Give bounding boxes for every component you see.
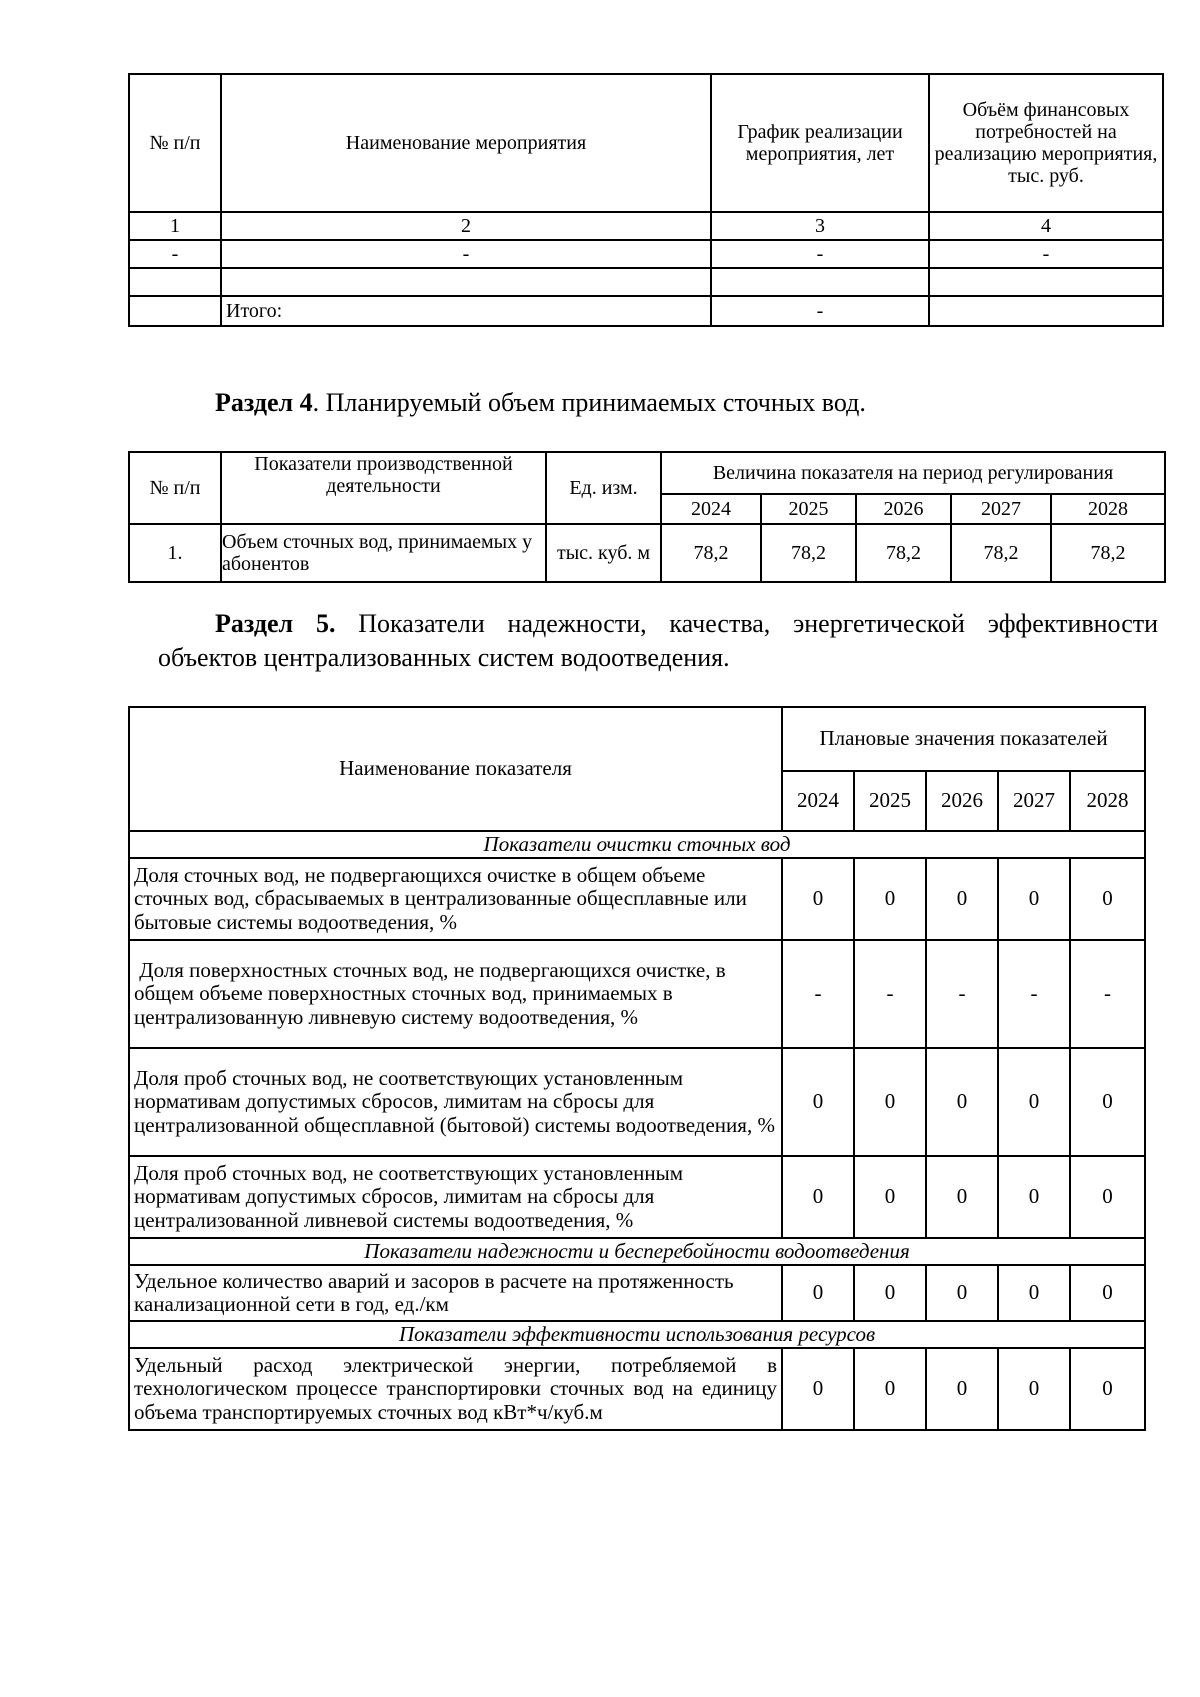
value-cell: 0 [926, 1156, 998, 1238]
col-number: 4 [929, 212, 1163, 240]
table-row [129, 940, 1145, 1048]
table-row [129, 858, 1145, 940]
value-cell: 0 [1070, 1048, 1145, 1156]
measures-table [128, 73, 1164, 327]
value-cell: 0 [854, 1348, 926, 1430]
indicator-name: Удельный расход электрической энергии, потребляемой в технологическом процессе транспортировки сточных вод на единицу объема транспортируемых сточных вод кВт*ч/куб.м [129, 1348, 782, 1430]
value-cell: 78,2 [761, 524, 856, 582]
value-cell: 78,2 [856, 524, 951, 582]
section-4-label: Раздел 4 [215, 388, 313, 417]
indicator-name: Доля сточных вод, не подвергающихся очистке в общем объеме сточных вод, сбрасываемых в централизованные общесплавные или бытовые системы водоотведения, % [129, 858, 782, 940]
col-number: 2 [221, 212, 711, 240]
row-num: 1. [129, 524, 221, 582]
indicator-name: Доля поверхностных сточных вод, не подвергающихся очистке, в общем объеме поверхностных сточных вод, принимаемых в централизованную ливневую систему водоотведения, % [129, 940, 782, 1048]
table-row [129, 1048, 1145, 1156]
value-cell: 0 [998, 1048, 1070, 1156]
value-cell: 0 [782, 858, 854, 940]
header-measure-name: Наименование мероприятия [221, 74, 711, 212]
year-header: 2028 [1070, 771, 1145, 831]
total-value: - [711, 296, 929, 326]
indicator-name: Доля проб сточных вод, не соответствующих установленным нормативам допустимых сбросов, лимитам на сбросы для централизованной общесплавной (бытовой) системы водоотведения, % [129, 1048, 782, 1156]
value-cell: 0 [854, 1048, 926, 1156]
value-cell: 0 [926, 1048, 998, 1156]
section-5-text-2: объектов централизованных систем водоотведения. [158, 643, 730, 672]
section-5-label: Раздел 5. [215, 609, 336, 638]
year-header: 2027 [951, 494, 1051, 524]
header-period: Величина показателя на период регулирования [661, 452, 1165, 494]
value-cell: 0 [926, 858, 998, 940]
table-cell: - [129, 240, 221, 268]
value-cell: 0 [782, 1048, 854, 1156]
table-row [129, 1265, 1145, 1321]
section-4-text: . Планируемый объем принимаемых сточных вод. [312, 388, 866, 417]
row-unit: тыс. куб. м [546, 524, 661, 582]
table-row [129, 1348, 1145, 1430]
year-header: 2026 [856, 494, 951, 524]
header-planned: Плановые значения показателей [782, 707, 1145, 771]
year-header: 2024 [782, 771, 854, 831]
header-num: № п/п [129, 452, 221, 524]
section-4-heading [215, 386, 1165, 420]
value-cell: 78,2 [661, 524, 761, 582]
table-cell [129, 296, 221, 326]
table-row [129, 240, 1163, 268]
table-cell: - [711, 240, 929, 268]
value-cell: 0 [1070, 858, 1145, 940]
value-cell: 0 [1070, 1348, 1145, 1430]
value-cell: 0 [998, 1156, 1070, 1238]
header-indicator-name: Наименование показателя [129, 707, 782, 831]
year-header: 2026 [926, 771, 998, 831]
table-cell: - [221, 240, 711, 268]
header-indicator: Показатели производственной деятельности [221, 452, 546, 524]
value-cell: - [1070, 940, 1145, 1048]
row-name: Объем сточных вод, принимаемых у абонентов [221, 524, 546, 582]
value-cell: 0 [782, 1348, 854, 1430]
year-header: 2025 [854, 771, 926, 831]
section-5-heading [158, 607, 1158, 675]
total-row [129, 296, 1163, 326]
value-cell: 0 [782, 1156, 854, 1238]
header-unit: Ед. изм. [546, 452, 661, 524]
year-header: 2028 [1051, 494, 1165, 524]
value-cell: - [926, 940, 998, 1048]
value-cell: 0 [854, 1156, 926, 1238]
indicators-table [128, 706, 1146, 1431]
table-row [129, 1156, 1145, 1238]
table-cell: - [929, 240, 1163, 268]
value-cell: 0 [854, 1265, 926, 1321]
value-cell: 78,2 [1051, 524, 1165, 582]
table-cell [129, 268, 221, 296]
header-finance: Объём финансовых потребностей на реализацию мероприятия, тыс. руб. [929, 74, 1163, 212]
value-cell: 0 [998, 1265, 1070, 1321]
section-5-line-1 [158, 607, 1158, 641]
header-schedule: График реализации мероприятия, лет [711, 74, 929, 212]
indicator-name: Доля проб сточных вод, не соответствующих установленным нормативам допустимых сбросов, лимитам на сбросы для централизованной ливневой системы водоотведения, % [129, 1156, 782, 1238]
wastewater-volume-table [128, 451, 1166, 583]
value-cell: - [782, 940, 854, 1048]
value-cell: - [854, 940, 926, 1048]
total-label: Итого: [221, 296, 711, 326]
col-number: 1 [129, 212, 221, 240]
table-row [129, 524, 1165, 582]
table-cell [929, 296, 1163, 326]
value-cell: 0 [854, 858, 926, 940]
col-number: 3 [711, 212, 929, 240]
table-cell [711, 268, 929, 296]
value-cell: 0 [998, 1348, 1070, 1430]
year-header: 2027 [998, 771, 1070, 831]
value-cell: 0 [1070, 1156, 1145, 1238]
value-cell: 0 [1070, 1265, 1145, 1321]
year-header: 2024 [661, 494, 761, 524]
table-row [129, 268, 1163, 296]
group-title: Показатели очистки сточных вод [129, 831, 1145, 858]
group-title: Показатели эффективности использования ресурсов [129, 1321, 1145, 1348]
table-cell [929, 268, 1163, 296]
value-cell: - [998, 940, 1070, 1048]
group-title: Показатели надежности и бесперебойности водоотведения [129, 1238, 1145, 1265]
value-cell: 0 [926, 1265, 998, 1321]
value-cell: 0 [926, 1348, 998, 1430]
value-cell: 0 [782, 1265, 854, 1321]
year-header: 2025 [761, 494, 856, 524]
header-num: № п/п [129, 74, 221, 212]
section-5-text-1: Показатели надежности, качества, энергетической эффективности [358, 609, 1159, 638]
table-cell [221, 268, 711, 296]
indicator-name: Удельное количество аварий и засоров в расчете на протяженность канализационной сети в год, ед./км [129, 1265, 782, 1321]
value-cell: 0 [998, 858, 1070, 940]
value-cell: 78,2 [951, 524, 1051, 582]
